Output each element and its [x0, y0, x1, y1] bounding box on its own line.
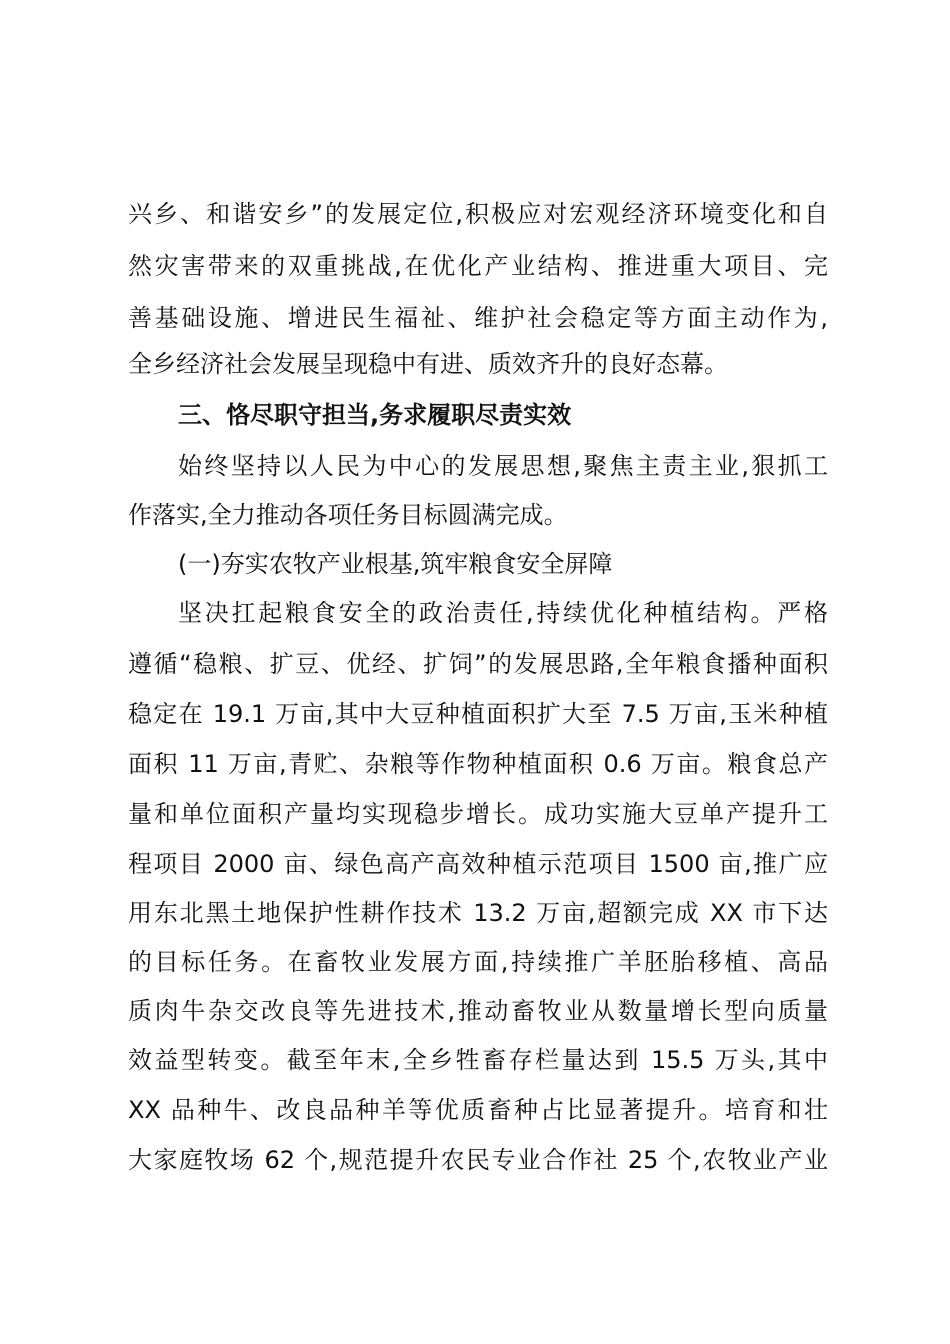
paragraph-line: 大家庭牧场 62 个,规范提升农民专业合作社 25 个,农牧业产业 [128, 1146, 828, 1174]
paragraph-line: 面积 11 万亩,青贮、杂粮等作物种植面积 0.6 万亩。粮食总产 [128, 750, 828, 778]
paragraph-line: 善基础设施、增进民生福祉、维护社会稳定等方面主动作为, [128, 304, 828, 332]
paragraph-line: 量和单位面积产量均实现稳步增长。成功实施大豆单产提升工 [128, 800, 828, 828]
subsection-heading: (一)夯实农牧产业根基,筑牢粮食安全屏障 [178, 550, 613, 578]
paragraph-line: 全乡经济社会发展呈现稳中有进、质效齐升的良好态幕。 [128, 350, 728, 378]
paragraph-line: 兴乡、和谐安乡”的发展定位,积极应对宏观经济环境变化和自 [128, 200, 828, 228]
paragraph-line: 作落实,全力推动各项任务目标圆满完成。 [128, 501, 568, 529]
paragraph-line: 程项目 2000 亩、绿色高产高效种植示范项目 1500 亩,推广应 [128, 850, 828, 878]
paragraph-line: 稳定在 19.1 万亩,其中大豆种植面积扩大至 7.5 万亩,玉米种植 [128, 700, 828, 728]
paragraph-line: 然灾害带来的双重挑战,在优化产业结构、推进重大项目、完 [128, 252, 828, 280]
paragraph-line: 用东北黑土地保护性耕作技术 13.2 万亩,超额完成 XX 市下达 [128, 899, 828, 927]
section-heading: 三、恪尽职守担当,务求履职尽责实效 [178, 401, 572, 429]
paragraph-line: XX 品种牛、改良品种羊等优质畜种占比显著提升。培育和壮 [128, 1096, 828, 1124]
paragraph-line: 的目标任务。在畜牧业发展方面,持续推广羊胚胎移植、高品 [128, 948, 828, 976]
paragraph-line: 始终坚持以人民为中心的发展思想,聚焦主责主业,狠抓工 [178, 452, 828, 480]
paragraph-line: 坚决扛起粮食安全的政治责任,持续优化种植结构。严格 [178, 599, 828, 627]
paragraph-line: 效益型转变。截至年末,全乡牲畜存栏量达到 15.5 万头,其中 [128, 1046, 828, 1074]
paragraph-line: 遵循“稳粮、扩豆、优经、扩饲”的发展思路,全年粮食播种面积 [128, 650, 828, 678]
paragraph-line: 质肉牛杂交改良等先进技术,推动畜牧业从数量增长型向质量 [128, 997, 828, 1025]
